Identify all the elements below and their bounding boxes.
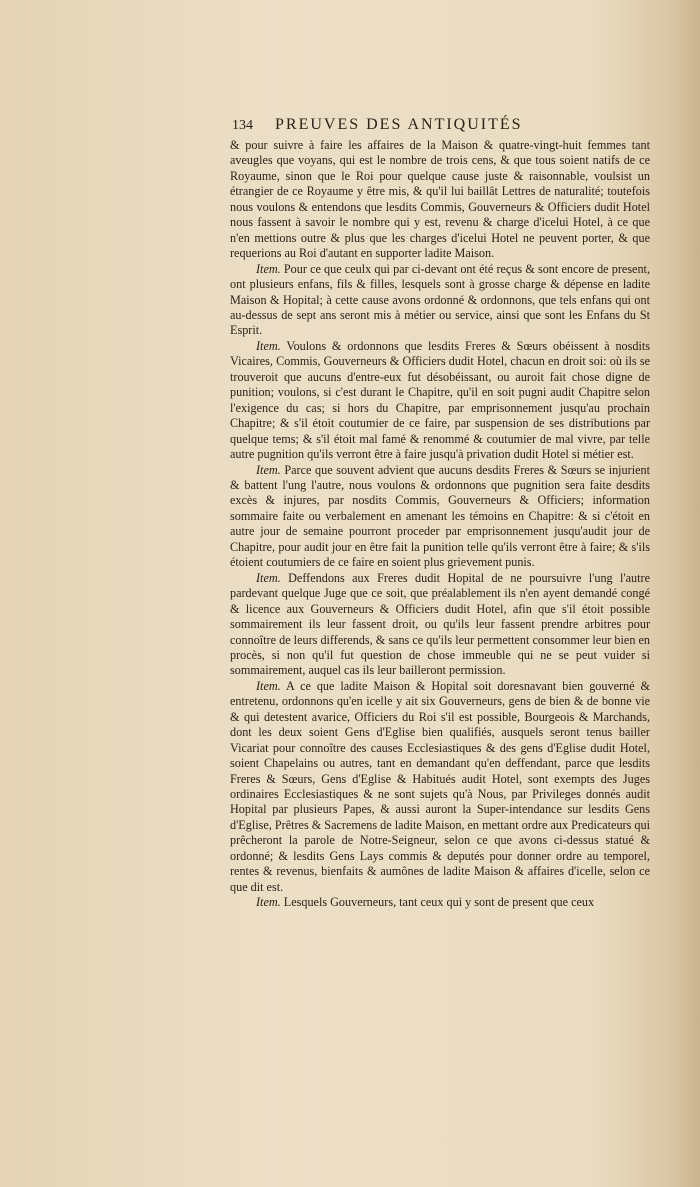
page-header xyxy=(232,116,592,134)
paragraph xyxy=(230,339,650,463)
paragraph xyxy=(230,138,650,262)
body-text xyxy=(230,138,650,911)
item-label: Item. xyxy=(256,678,281,693)
item-label: Item. xyxy=(256,261,281,276)
paragraph-text: Lesquels Gouverneurs, tant ceux qui y sont de present que ceux xyxy=(283,895,595,910)
paragraph-text: Parce que souvent advient que aucuns desdits Freres & Sœurs se injurient & battent l'ung l'autre, nous voulons & ordonnons que pugnition sera faite desdits excès & injures, par nosdits Commis, Gouverneurs & Officiers; information sommaire faite ou verbalement en amenant les témoins en Chapitre: & si c'étoit en autre jour de semaine pourront proceder par emprisonnement jusqu'audit jour de Chapitre, pour audit jour en être fait la punition telle qu'ils verront être à faire; & s'ils étoient coutumiers de ce faire en soient plus grievement punis. xyxy=(230,462,650,570)
paragraph-text: A ce que ladite Maison & Hopital soit doresnavant bien gouverné & entretenu, ordonnons qu'en icelle y ait six Gouverneurs, gens de bien & de bonne vie & qui detestent avarice, Officiers du Roi s'il est possible, Bourgeois & Marchands, dont les deux soient Gens d'Eglise bien qualifiés, ausquels seront tenus bailler Vicariat pour connoître des causes Ecclesiastiques & des gens d'Eglise dudit Hotel, soient Chapelains ou autres, tant en demandant qu'en deffendant, parce que lesdits Freres & Sœurs, Gens d'Eglise & Habitués audit Hotel, sont exempts des Juges ordinaires Ecclesiastiques & ne sont sujets qu'à Nous, par Privileges donnés audit Hopital par plusieurs Papes, & aussi auront la Super-intendance sur lesdits Gens d'Eglise, Prêtres & Sacremens de ladite Maison, en mettant ordre aux Predicateurs qui prêcheront la parole de Notre-Seigneur, selon ce que avons ci-dessus statué & ordonné; & lesdits Gens Lays commis & deputés pour donner ordre au temporel, rentes & revenus, bienfaits & aumônes de ladite Maison & affaires d'icelle, selon ce que dit est. xyxy=(230,678,650,894)
paragraph-text: & pour suivre à faire les affaires de la Maison & quatre-vingt-huit femmes tant aveugles que voyans, qui est le nombre de trois cens, & que tous soient natifs de ce Royaume, sinon que le Roi pour quelque cause juste & raisonnable, voulsist un étrangier de ce Royaume y être mis, & qu'il lui baillât Lettres de naturalité; toutefois nous voulons & entendons que lesdits Commis, Gouverneurs & Officiers dudit Hotel nous fassent à savoir le nombre qui y est, revenu & charge d'icelui Hotel, à ce que n'en mettions outre & plus que les charges d'icelui Hotel ne peuvent porter, & que requerions au Roi d'autant en supporter ladite Maison. xyxy=(230,138,650,261)
item-label: Item. xyxy=(256,895,281,910)
paragraph-text: Pour ce que ceulx qui par ci-devant ont été reçus & sont encore de present, ont plusieurs enfans, fils & filles, lesquels sont à grosse charge & dépense en ladite Maison & Hopital; à cette cause avons ordonné & ordonnons, que tels enfans qui ont au-dessus de sept ans seront mis à métier ou service, ainsi que sont les Enfans du St Esprit. xyxy=(230,261,650,338)
running-title: PREUVES DES ANTIQUITÉS xyxy=(275,116,523,133)
paragraph xyxy=(230,679,650,895)
paragraph-text: Voulons & ordonnons que lesdits Freres & Sœurs obéissent à nosdits Vicaires, Commis, Gouverneurs & Officiers dudit Hotel, chacun en droit soi: où ils se trouveroit que aucuns d'entre-eux fut désobéissant, ou auroit fait chose digne de punition; voulons, si c'est durant le Chapitre, qu'il en soit pugni audit Chapitre selon l'exigence du cas; si hors du Chapitre, par emprisonnement jusqu'au prochain Chapitre; & s'il étoit coutumier de ce faire, par suspension de ses distributions par quelque tems; & s'il étoit mal famé & renommé & coutumier de mal vivre, par telle autre pugnition qu'ils verront être à faire jusqu'à privation dudit Hotel si métier est. xyxy=(230,338,650,462)
item-label: Item. xyxy=(256,570,281,585)
paragraph xyxy=(230,463,650,571)
paragraph xyxy=(230,895,650,910)
paragraph xyxy=(230,571,650,679)
item-label: Item. xyxy=(256,462,281,477)
page-number: 134 xyxy=(232,118,253,133)
item-label: Item. xyxy=(256,338,281,353)
paragraph xyxy=(230,262,650,339)
paragraph-text: Deffendons aux Freres dudit Hopital de ne poursuivre l'ung l'autre pardevant quelque Juge que ce soit, que préalablement ils n'en ayent demandé congé & licence aux Gouverneurs & Officiers dudit Hotel, afin que s'il étoit possible sommairement ils leur fassent droit, ou qu'ils leur fassent prendre arbitres pour connoître de leurs differends, & sans ce qu'ils leur permettent consommer leur bien en procès, si non qu'il fut question de chose immeuble qui ne se peut vuider si sommairement, auquel cas ils leur bailleront permission. xyxy=(230,570,650,678)
